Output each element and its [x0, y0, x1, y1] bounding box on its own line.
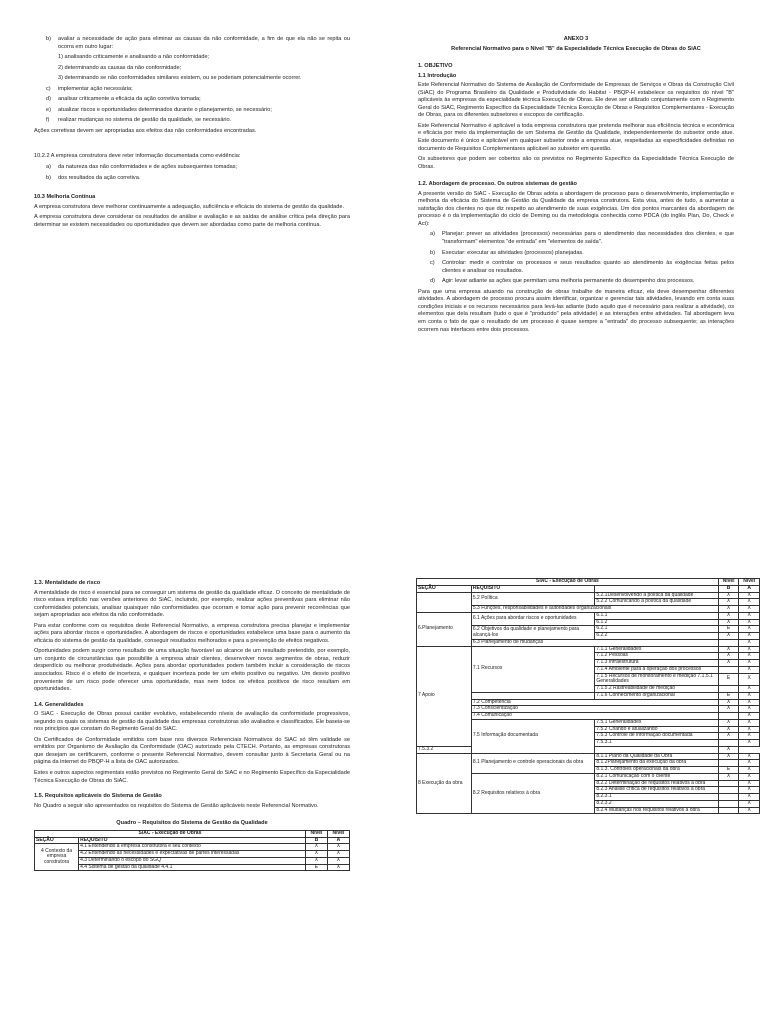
- header-b: B: [305, 837, 327, 844]
- level-cell: E: [718, 626, 739, 633]
- paragraph: Este Referencial Normativo é aplicável a toda empresa construtora que pretenda melhorar sua eficiência técnica e econômica e eficácia por meio da implementação de um Sistema de Gestão da Qualidade, independentemente do subsetor onde atue. Este documento é único e aplicável em qualquer subsetor onde a empresa atue, respeitadas as especificidades definidas no documento de Requisitos Complementares aplicável ao subsetor em questão.: [418, 122, 734, 152]
- header-b: B: [718, 585, 739, 592]
- level-cell: X: [718, 612, 739, 619]
- subrequirement-cell: 7.5.3 Controle de informação documentada: [595, 733, 718, 740]
- header-nivel: Nível: [718, 579, 739, 586]
- subrequirement-cell: 7.5.3.2: [417, 746, 472, 753]
- level-cell: X: [718, 653, 739, 660]
- level-cell: X: [739, 639, 760, 646]
- subrequirement-cell: 6.1.1: [595, 612, 718, 619]
- subrequirement-cell: 7.1.1 Generalidades: [595, 646, 718, 653]
- header-a: A: [327, 837, 349, 844]
- level-cell: X: [718, 733, 739, 740]
- level-cell: X: [739, 706, 760, 713]
- paragraph: Este Referencial Normativo do Sistema de Avaliação de Conformidade de Empresas de Serviços e Obras da Construção Civil (SiAC) do Programa Brasileiro da Qualidade e Produtividade do Habitat - PBQP-H estabelece os requisitos do nível "B" aplicáveis às empresas da especialidade técnica Execução de Obras. Ele deve ser utilizado conjuntamente com o Regimento Geral do SiAC, Regimento Específico da Especialidade Técnica Execução de Obras e Requisitos Complementares - Execução de Obras, para os diferentes subsetores e escopos de certificação.: [418, 82, 734, 119]
- table-row: [417, 646, 760, 653]
- paragraph: Ações corretivas devem ser apropriadas aos efeitos das não conformidades encontradas.: [34, 127, 257, 134]
- header-blank: [595, 585, 718, 592]
- subrequirement-cell: 7.1.5.2 Rastreabilidade de medição: [595, 686, 718, 693]
- level-cell: X: [739, 773, 760, 780]
- level-cell: X: [718, 646, 739, 653]
- requirement-cell: 7.4 Comunicação: [471, 713, 718, 720]
- subrequirement-cell: 7.5.1 Generalidades: [595, 719, 718, 726]
- level-cell: X: [718, 606, 739, 613]
- level-cell: E: [305, 864, 327, 871]
- subrequirement-cell: 8.2.2 Determinação de requisitos relativos à obra: [595, 780, 718, 787]
- paragraph: O SiAC - Execução de Obras possui caráter evolutivo, estabelecendo níveis de avaliação da conformidade progressivos, segundo os quais os sistemas de gestão da qualidade das empresas construtoras são avaliados e classificados. Ele baseia-se nos princípios que constam do Regimento Geral do SiAC.: [34, 711, 350, 733]
- level-cell: X: [739, 740, 760, 747]
- requirement-cell: 4.3 Determinando o escopo do SGQ: [79, 857, 306, 864]
- page-top-right: [384, 0, 768, 512]
- level-cell: X: [739, 673, 760, 686]
- requirements-table: [34, 830, 350, 872]
- level-cell: X: [305, 857, 327, 864]
- level-cell: [718, 780, 739, 787]
- subrequirement-cell: 6.1.2: [595, 619, 718, 626]
- subrequirement-cell: 8.2.4 Mudanças nos requisitos relativos à obra: [595, 807, 718, 814]
- paragraph: A presente versão do SiAC - Execução de Obras adota a abordagem de processo para o desenvolvimento, implementação e melhoria da eficácia do Sistema de Gestão da Qualidade da empresa construtora. Esta visa, antes de tudo, a aumentar a satisfação dos clientes no que diz respeito ao atendimento de suas exigências. Um dos pontos marcantes da abordagem de processo é o da implementação do ciclo de Deming ou da metodologia conhecida como PDCA (do inglês Plan, Do, Check e Act):: [418, 190, 734, 227]
- level-cell: X: [305, 844, 327, 851]
- subrequirement-cell: 8.2.3.1: [595, 794, 718, 801]
- paragraph: A mentalidade de risco é essencial para se conseguir um sistema de gestão da qualidade eficaz. O conceito de mentalidade de risco estava implícito nas versões anteriores do SiAC, incluindo, por exemplo, realizar ações preventivas para eliminar não conformidades potenciais, analisar quaisquer não conformidades que ocorram e tomar ação para prevenir recorrências que sejam apropriadas aos efeitos da não conformidade.: [34, 589, 350, 619]
- paragraph: Oportunidades podem surgir como resultado de uma situação favorável ao alcance de um resultado pretendido, por exemplo, um conjunto de circunstâncias que possibilite à empresa atrair clientes, desenvolver novos segmentos de obras, reduzir desperdício ou melhorar produtividade. Ações para abordar oportunidades podem também incluir a consideração de riscos associados. Risco é o efeito de incerteza, e qualquer incerteza pode ter um efeito positivo ou negativo. Um desvio positivo proveniente de um risco pode oferecer uma oportunidade, mas nem todos os efeitos positivos de risco resultam em oportunidades.: [34, 648, 350, 693]
- section-heading: 1.3. Mentalidade de risco: [34, 580, 101, 586]
- level-cell: X: [739, 760, 760, 767]
- section-heading: 1.5. Requisitos aplicáveis do Sistema de Gestão: [34, 793, 162, 800]
- table-row: [417, 612, 760, 619]
- level-cell: X: [718, 753, 739, 760]
- list-item: f) realizar mudanças no sistema de gestão da qualidade, se necessário.: [46, 117, 232, 124]
- subrequirement-cell: 7.5.2 Criando e atualizando: [595, 726, 718, 733]
- level-cell: X: [739, 800, 760, 807]
- annex-label: ANEXO 3: [563, 36, 589, 42]
- list-item: c) Controlar: medir e controlar os processos e seus resultados quanto ao atendimento às exigências feitas pelos clientes e analisar os resultados.: [430, 260, 734, 274]
- subrequirement-cell: 7.5.3.1: [595, 740, 718, 747]
- table-row: [417, 592, 760, 599]
- subrequirement-cell: 5.2.1Desenvolvendo a política da qualidade: [595, 592, 718, 599]
- header-secao: SEÇÃO: [35, 837, 79, 844]
- level-cell: X: [739, 787, 760, 794]
- header-nivel: Nível: [305, 830, 327, 837]
- level-cell: X: [739, 767, 760, 774]
- level-cell: X: [718, 773, 739, 780]
- level-cell: [718, 794, 739, 801]
- level-cell: X: [739, 626, 760, 633]
- section-heading: 1.2. Abordagem de processo. Os outros sistemas de gestão: [418, 181, 577, 188]
- requirement-cell: 7.1 Recursos: [471, 646, 594, 692]
- level-cell: X: [739, 807, 760, 814]
- level-cell: [595, 746, 718, 753]
- level-cell: X: [739, 660, 760, 667]
- requirement-cell: 7.5 Informação documentada: [471, 719, 594, 753]
- header-a: A: [739, 585, 760, 592]
- level-cell: X: [739, 699, 760, 706]
- level-cell: X: [739, 726, 760, 733]
- requirement-cell: 6.3 Planejamento de mudanças: [471, 639, 718, 646]
- requirement-cell: 7.2 Competência: [471, 699, 718, 706]
- level-cell: X: [327, 844, 349, 851]
- level-cell: [718, 639, 739, 646]
- table-wrapper: [416, 578, 760, 814]
- subrequirement-cell: 8.1.3. Controles operacionais da obra: [595, 767, 718, 774]
- level-cell: X: [718, 633, 739, 640]
- subrequirement-cell: 7.1.2 Pessoas: [595, 653, 718, 660]
- level-cell: X: [739, 606, 760, 613]
- list-item: b) Executar: executar as atividades (processos) planejadas.: [430, 249, 584, 256]
- paragraph: Os subsetores que podem ser cobertos são os previstos no Regimento Específico da Especialidade Técnica Execução de Obras.: [418, 156, 734, 170]
- page-title: Referencial Normativo para o Nível "B" da Especialidade Técnica Execução de Obras do SiAC: [451, 45, 701, 52]
- level-cell: X: [739, 592, 760, 599]
- level-cell: X: [739, 633, 760, 640]
- list-item: a) Planejar: prever as atividades (processos) necessárias para o atendimento das necessidades dos clientes, e que "transformam" elementos "de entrada" em "elementos de saída".: [430, 231, 734, 246]
- level-cell: X: [718, 706, 739, 713]
- list-item: b) dos resultados da ação corretiva.: [46, 174, 141, 181]
- requirement-cell: 8.2 Requisitos relativos à obra: [471, 773, 594, 814]
- level-cell: X: [739, 686, 760, 693]
- table-row: [35, 830, 350, 837]
- level-cell: X: [327, 864, 349, 871]
- paragraph: Para que uma empresa atuando na construção de obras trabalhe de maneira eficaz, ela deve desempenhar diferentes atividades. A abordagem de processo procura assim identificar, organizar e gerenciar tais atividades, levando em conta suas condições iniciais e os recursos necessários para levá-las adiante (tudo aquilo que é necessário para realizar a atividade), os elementos que dela resultam (tudo o que é "produzido" pela atividade) e as interações entre atividades. Tal abordagem leva em conta o fato de que o resultado de um processo é quase sempre a "entrada" do processo subsequente; as interações ocorrem nas interfaces entre dois processos.: [418, 288, 734, 333]
- table-caption: Quadro – Requisitos do Sistema de Gestão da Qualidade: [116, 820, 268, 827]
- level-cell: X: [327, 857, 349, 864]
- header-requisito: REQUISITO: [79, 837, 306, 844]
- subrequirement-cell: 6.2.1: [595, 626, 718, 633]
- section-cell: 6.Planejamento: [417, 612, 472, 646]
- page-text: [34, 580, 350, 871]
- section-heading: 1. OBJETIVO: [418, 63, 453, 70]
- list-item: d) analisar criticamente a eficácia da ação corretiva tomada;: [46, 96, 201, 103]
- subrequirement-cell: 7.1.6 Conhecimento organizacional: [595, 692, 718, 699]
- level-cell: X: [739, 619, 760, 626]
- table-row: [35, 864, 350, 871]
- page-bottom-left: [0, 512, 384, 1024]
- level-cell: X: [739, 692, 760, 699]
- section-heading: 1.4. Generalidades: [34, 701, 84, 708]
- subrequirement-cell: 8.2.3 Análise crítica de requisitos relativos à obra: [595, 787, 718, 794]
- level-cell: X: [739, 646, 760, 653]
- header-nivel: Nível: [739, 579, 760, 586]
- list-item: 2) determinando as causas da não conformidade;: [58, 64, 182, 71]
- header-secao: SEÇÃO: [417, 585, 472, 592]
- level-cell: X: [739, 653, 760, 660]
- level-cell: X: [739, 599, 760, 606]
- list-item: 3) determinando se não conformidades similares existem, ou se poderiam potencialmente ocorrer.: [58, 75, 302, 82]
- paragraph: A empresa construtora deve considerar os resultados de análise e avaliação e as saídas de análise crítica pela direção para determinar se existem necessidades ou oportunidades que devem ser abordadas como parte de melhoria contínua.: [34, 214, 350, 228]
- paragraph: Estes e outros aspectos regimentais estão previstos no Regimento Geral do SiAC e no Regimento Específico da Especialidade Técnica Execução de Obras do SiAC.: [34, 770, 350, 784]
- level-cell: X: [739, 719, 760, 726]
- header-requisito: REQUISITO: [471, 585, 594, 592]
- requirement-cell: 6.1 Ações para abordar riscos e oportunidades: [471, 612, 594, 626]
- list-item: d) Agir: levar adiante as ações que permitam uma melhoria permanente do desempenho dos processos.: [430, 278, 695, 285]
- level-cell: X: [718, 746, 739, 753]
- page-top-left: [0, 0, 384, 512]
- level-cell: E: [718, 692, 739, 699]
- paragraph: Para estar conforme com os requisitos deste Referencial Normativo, a empresa construtora precisa planejar e implementar ações para abordar riscos e oportunidades. A abordagem de riscos e oportunidades estabelece uma base para o aumento da eficácia do sistema de gestão da qualidade, conseguir resultados melhorados e para a prevenção de efeitos negativos.: [34, 622, 350, 644]
- level-cell: X: [718, 599, 739, 606]
- level-cell: [718, 807, 739, 814]
- level-cell: X: [739, 780, 760, 787]
- level-cell: X: [327, 851, 349, 858]
- requirement-cell: 5.3 Funções, responsabilidades e autoridades organizacionais: [471, 606, 718, 613]
- list-item: 1) analisando criticamente e analisando a não conformidade;: [58, 54, 210, 61]
- level-cell: X: [718, 619, 739, 626]
- table-row: [417, 753, 760, 760]
- page-text: [418, 36, 734, 337]
- subrequirement-cell: 7.1.5 Recursos de monitoramento e medição 7.1.5.1 Generalidades: [595, 673, 718, 686]
- requirement-cell: 4.4 Sistema de gestão da qualidade 4.4.1: [79, 864, 306, 871]
- requirement-cell: 7.3 Conscientização: [471, 706, 718, 713]
- level-cell: X: [718, 719, 739, 726]
- level-cell: X: [739, 733, 760, 740]
- subrequirement-cell: 5.2.2 Comunicando a política da qualidade: [595, 599, 718, 606]
- requirement-cell: 5.2 Política: [471, 592, 594, 606]
- paragraph: A empresa construtora deve melhorar continuamente a adequação, suficiência e eficácia do sistema de gestão da qualidade.: [34, 203, 345, 210]
- subrequirement-cell: 7.1.3 Infraestrutura: [595, 660, 718, 667]
- subrequirement-cell: 8.1.1 Plano da Qualidade da Obra: [595, 753, 718, 760]
- section-heading: 1.1 Introdução: [418, 72, 457, 79]
- requirement-cell: 8.1 Planejamento e controle operacionais da obra: [471, 753, 594, 773]
- list-item: e) atualizar riscos e oportunidades determinados durante o planejamento, se necessário;: [46, 106, 272, 113]
- level-cell: X: [739, 794, 760, 801]
- requirement-cell: [471, 692, 594, 699]
- requirement-cell: 6.2 Objetivos da qualidade e planejamento para alcançá-los: [471, 626, 594, 640]
- table-row: [417, 585, 760, 592]
- paragraph: No Quadro a seguir são apresentados os requisitos do Sistema de Gestão aplicáveis neste Referencial Normativo.: [34, 802, 319, 809]
- section-cell: 4 Contexto da empresa construtora: [35, 844, 79, 871]
- page-bottom-right: [384, 512, 768, 1024]
- requirements-table: [416, 578, 760, 814]
- subrequirement-cell: 7.1.4 Ambiente para a operação dos processos: [595, 666, 718, 673]
- level-cell: X: [718, 726, 739, 733]
- table-title: SiAC - Execução de Obras: [417, 579, 719, 586]
- level-cell: X: [718, 699, 739, 706]
- level-cell: E: [718, 673, 739, 686]
- table-title: SiAC - Execução de Obras: [35, 830, 306, 837]
- level-cell: X: [718, 592, 739, 599]
- subrequirement-cell: 8.1.2Planejamento da execução da obra: [595, 760, 718, 767]
- paragraph: 10.2.2 A empresa construtora deve reter informação documentada como evidência:: [34, 153, 241, 160]
- section-cell: 8 Execução da obra: [417, 753, 472, 814]
- level-cell: [718, 800, 739, 807]
- requirement-cell: 4.2 Entendendo as necessidades e expectativas de partes interessadas: [79, 851, 306, 858]
- paragraph: Os Certificados de Conformidade emitidos com base nos diversos Referenciais Normativos do SiAC só têm validade se emitidos por Organismo de Avaliação da Conformidade (OAC) autorizado pela CTECH. Portanto, as empresas construtoras que desejam se certificarem, conforme o presente Referencial Normativo, devem consultar junto à Secretaria Geral ou na página da internet do PBQP-H a lista de OAC autorizados.: [34, 736, 350, 766]
- subrequirement-cell: 8.2.3.2: [595, 800, 718, 807]
- section-heading: 10.3 Melhoria Contínua: [34, 194, 96, 201]
- level-cell: X: [739, 713, 760, 720]
- level-cell: X: [739, 753, 760, 760]
- list-item: c) implementar ação necessária;: [46, 85, 133, 92]
- subrequirement-cell: 6.2.2: [595, 633, 718, 640]
- level-cell: X: [739, 612, 760, 619]
- requirement-cell: 4.1 Entendendo a empresa construtora e seu contexto: [79, 844, 306, 851]
- list-item: b) avaliar a necessidade de ação para eliminar as causas da não conformidade, a fim de que ela não se repita ou ocorra em outro lugar:: [46, 36, 350, 50]
- list-item: a) da natureza das não conformidades e de ações subsequentes tomadas;: [46, 164, 238, 171]
- level-cell: X: [718, 660, 739, 667]
- level-cell: [718, 787, 739, 794]
- header-nivel: Nível: [327, 830, 349, 837]
- level-cell: X: [305, 851, 327, 858]
- level-cell: E: [718, 767, 739, 774]
- section-cell: 7 Apoio: [417, 646, 472, 746]
- level-cell: X: [739, 666, 760, 673]
- subrequirement-cell: 8.2.1 Comunicação com o cliente: [595, 773, 718, 780]
- section-cell: [417, 592, 472, 612]
- page-text: [34, 36, 350, 232]
- level-cell: [718, 666, 739, 673]
- table-row: [417, 579, 760, 586]
